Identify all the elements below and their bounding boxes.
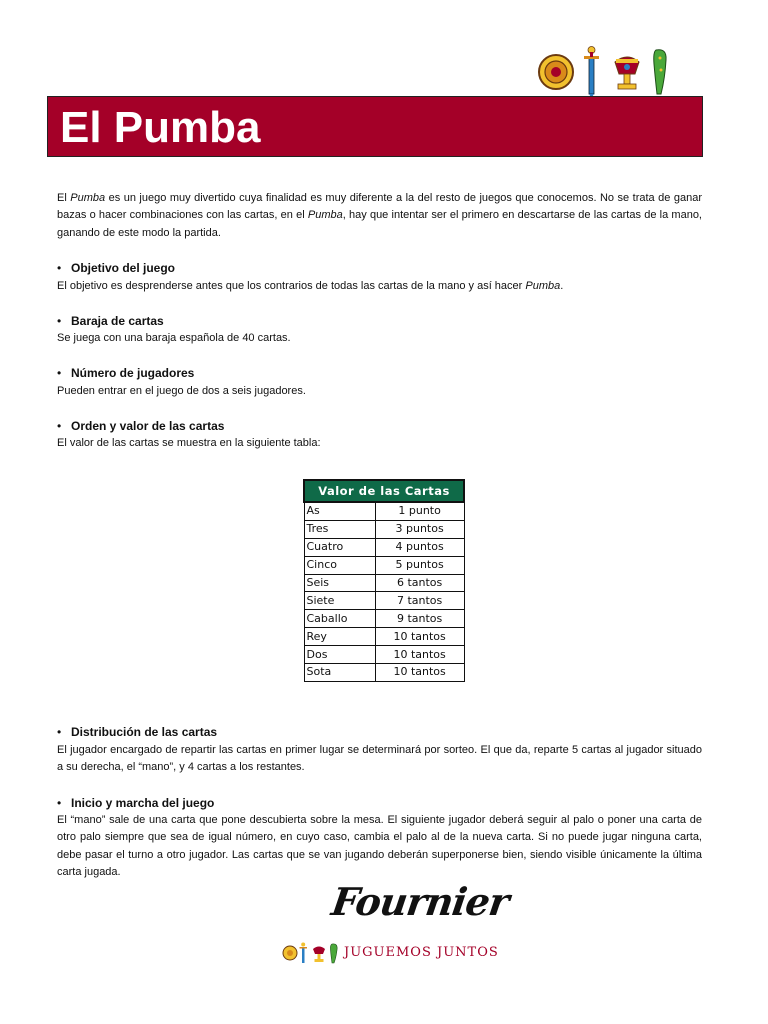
- intro-emphasis-2: Pumba: [307, 209, 343, 222]
- card-value: 7 tantos: [375, 592, 464, 610]
- card-name: As: [304, 502, 375, 520]
- table-row: [304, 520, 464, 538]
- heading-jugadores: [57, 365, 194, 381]
- title-banner: [47, 96, 703, 157]
- heading-orden-label: Orden y valor de las cartas: [71, 419, 225, 433]
- paragraph-distribucion: El jugador encargado de repartir las cartas en primer lugar se determinará por sorteo. El que da, reparte 5 cartas al jugador situado a su derecha, el “mano”, y 4 cartas a los restantes.: [57, 744, 702, 774]
- card-value: 5 puntos: [375, 556, 464, 574]
- sword-icon: [584, 47, 599, 99]
- bullet: •: [57, 314, 62, 328]
- intro-paragraph: [57, 190, 702, 242]
- paragraph-jugadores: Pueden entrar en el juego de dos a seis jugadores.: [57, 385, 306, 397]
- table-row: [304, 628, 464, 646]
- card-value: 10 tantos: [375, 664, 464, 682]
- paragraph-orden: El valor de las cartas se muestra en la siguiente tabla:: [57, 437, 321, 449]
- coin-icon: [283, 946, 297, 960]
- club-icon: [330, 944, 337, 963]
- card-value: 9 tantos: [375, 610, 464, 628]
- slogan: JUGUEMOS JUNTOS: [344, 945, 499, 960]
- card-name: Tres: [304, 520, 375, 538]
- table-row: [304, 574, 464, 592]
- heading-baraja: [57, 313, 164, 329]
- table-row: [304, 664, 464, 682]
- bullet: •: [57, 366, 62, 380]
- coin-icon: [539, 55, 573, 89]
- table-row: [304, 646, 464, 664]
- sword-icon: [300, 943, 308, 964]
- heading-distribucion-label: Distribución de las cartas: [71, 725, 218, 739]
- paragraph-inicio: El “mano” sale de una carta que pone descubierta sobre la mesa. El siguiente jugador deberá seguir al palo o poner una carta de otro palo siempre que sea de igual número, en cuyo caso, cambia el palo al de la nueva carta. Si no puede jugar ninguna carta, debe pasar el turno a otro jugador. Las cartas que se van jugando deberán superponerse bien, siendo visible únicamente la última carta jugada.: [57, 814, 702, 878]
- objetivo-emphasis: Pumba: [525, 280, 561, 292]
- card-value: 10 tantos: [375, 646, 464, 664]
- objetivo-tail: .: [560, 280, 564, 292]
- card-name: Seis: [304, 574, 375, 592]
- club-icon: [654, 50, 666, 94]
- heading-distribucion: [57, 724, 217, 740]
- table-row: [304, 592, 464, 610]
- paragraph-baraja: Se juega con una baraja española de 40 cartas.: [57, 332, 291, 344]
- table-row: [304, 610, 464, 628]
- card-name: Cinco: [304, 556, 375, 574]
- fournier-logo: Fournier: [328, 879, 512, 924]
- heading-baraja-label: Baraja de cartas: [71, 314, 164, 328]
- cup-icon: [615, 57, 639, 89]
- page-title: El Pumba: [60, 103, 261, 152]
- bullet: •: [57, 725, 62, 739]
- card-name: Sota: [304, 664, 375, 682]
- heading-inicio: [57, 795, 214, 811]
- card-value: 1 punto: [375, 502, 464, 520]
- card-value: 10 tantos: [375, 628, 464, 646]
- heading-objetivo-label: Objetivo del juego: [71, 261, 176, 275]
- card-name: Cuatro: [304, 538, 375, 556]
- table-header: Valor de las Cartas: [304, 480, 464, 502]
- suit-icons: [536, 44, 676, 98]
- card-value: 6 tantos: [375, 574, 464, 592]
- bullet: •: [57, 261, 62, 275]
- card-name: Rey: [304, 628, 375, 646]
- card-value-table: [303, 479, 465, 682]
- card-name: Caballo: [304, 610, 375, 628]
- slogan-row: [282, 942, 499, 964]
- bullet: •: [57, 796, 62, 810]
- table-row: [304, 502, 464, 520]
- bullet: •: [57, 419, 62, 433]
- intro-text-3: , hay que intentar ser el primero en descartarse de las cartas de la mano, ganando de este modo la partida.: [57, 209, 702, 239]
- card-value: 3 puntos: [375, 520, 464, 538]
- paragraph-objetivo: [57, 278, 702, 295]
- table-row: [304, 556, 464, 574]
- heading-objetivo: [57, 260, 175, 276]
- intro-emphasis-1: Pumba: [70, 192, 106, 204]
- heading-orden: [57, 418, 224, 434]
- heading-jugadores-label: Número de jugadores: [71, 366, 195, 380]
- intro-text-1: El: [57, 192, 71, 204]
- intro-text-2: es un juego muy divertido cuya finalidad es muy diferente a la del resto de juegos que conocemos. No se trata de ganar bazas o hacer combinaciones con las cartas, en el: [57, 192, 702, 222]
- card-name: Siete: [304, 592, 375, 610]
- cup-icon: [313, 947, 325, 963]
- heading-inicio-label: Inicio y marcha del juego: [71, 796, 215, 810]
- card-value: 4 puntos: [375, 538, 464, 556]
- table-row: [304, 538, 464, 556]
- objetivo-text: El objetivo es desprenderse antes que los contrarios de todas las cartas de la mano y así hacer: [57, 280, 526, 292]
- small-suit-icons: [282, 942, 342, 964]
- card-name: Dos: [304, 646, 375, 664]
